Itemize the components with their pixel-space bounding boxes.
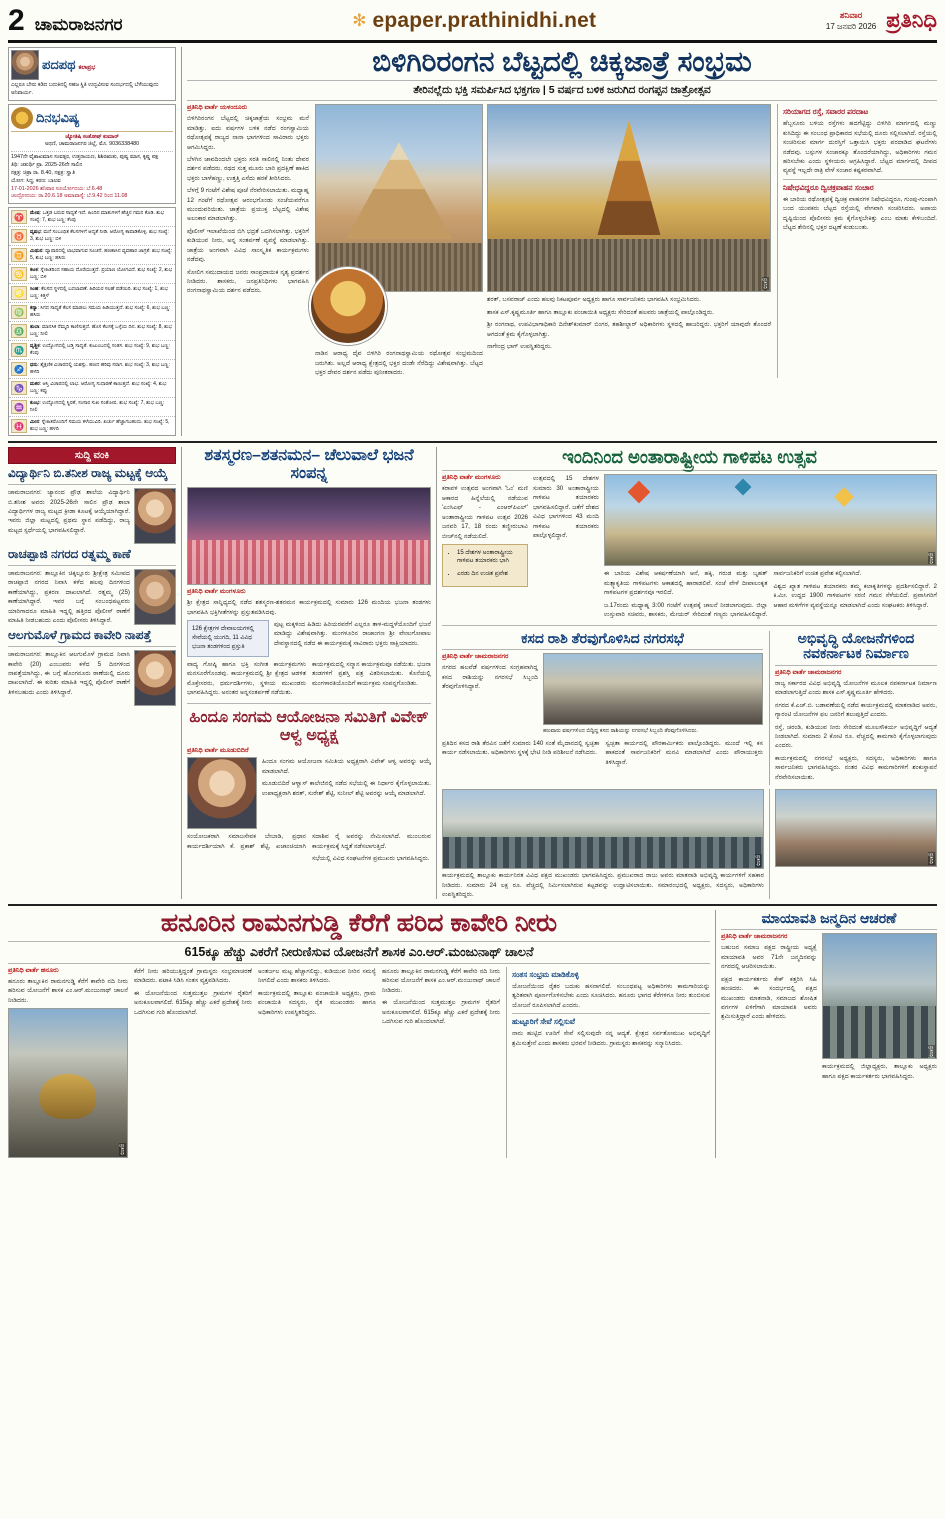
rasi-item: ♒ ಕುಂಭ: ಉದ್ಯೋಗದಲ್ಲಿ ಸ್ಥಿರತೆ, ಸಂಸಾರ ಸುಖ ಸಂತೋಷ. ಶುಭ ಸಂಖ್ಯೆ: 7, ಶುಭ ಬಣ್ಣ: ನೀಲಿ [9,398,175,417]
rasi-text: ಉದ್ಯೋಗದಲ್ಲಿ ಸ್ಥಿರತೆ, ಸಂಸಾರ ಸುಖ ಸಂತೋಷ. ಶುಭ ಸಂಖ್ಯೆ: 7, ಶುಭ ಬಣ್ಣ: ನೀಲಿ [30,400,165,414]
rasi-text: ಶೈಕ್ಷಣಿಕ ವಿಚಾರದಲ್ಲಿ ಯಶಸ್ಸು. ಹಣದ ಹರಿವು ಸರಾಗ. ಶುಭ ಸಂಖ್ಯೆ: 3, ಶುಭ ಬಣ್ಣ: ಹಳದಿ [30,362,170,376]
side-item-title: ನಿಷೇಧವಿದ್ದರೂ ದ್ವಿಚಕ್ರವಾಹನ ಸಂಚಾರ [783,182,874,192]
rasi-item: ♍ ಕನ್ಯಾ: ಸಿಗದ ಸಾಧ್ಯತೆ ಕೆಲಸ ಮಾಡಲು ಸಮಯ ಹಿಡಿಯುತ್ತದೆ. ಶುಭ ಸಂಖ್ಯೆ: 6, ಶುಭ ಬಣ್ಣ: ಹಸಿರು [9,303,175,322]
lead-photo-col [315,104,771,377]
rasi-item: ♉ ವೃಷಭ: ಮನೆ ಸಂಬಂಧಿತ ಕೆಲಸಗಳಿಗೆ ಆದ್ಯತೆ ನೀಡಿ. ಆರೋಗ್ಯ ಕಾಪಾಡಿಕೊಳ್ಳಿ. ಶುಭ ಸಂಖ್ಯೆ: 3, ಶುಭ ಬಣ್ಣ: ಬಿಳಿ [9,227,175,246]
panchanga-line: 1947ನೇ ವೈಶಾಖಮಾಸ ಸಂವತ್ಸರ, ಉತ್ತರಾಯಣ, ಶಿಶಿರಋತು, ಪುಷ್ಯ ಮಾಸ, ಕೃಷ್ಣ ಪಕ್ಷ [11,154,159,161]
lead-para: ನಾಗೇಂದ್ರ ಭಾಗ್ ಉಪಸ್ಥಿತರಿದ್ದರು. [487,342,552,350]
mayawati-para: ಕಾರ್ಯಕ್ರಮದಲ್ಲಿ ಜಿಲ್ಲಾಧ್ಯಕ್ಷರು, ತಾಲ್ಲೂಕು ಅಧ್ಯಕ್ಷರು ಹಾಗೂ ಪಕ್ಷದ ಕಾರ್ಯಕರ್ತರು ಭಾಗವಹಿಸಿದ್ದರು. [822,1063,937,1080]
rasi-text: ಸ್ನೇಹಿತರಿಂದ ಸಹಾಯ ದೊರೆಯುತ್ತದೆ. ಪ್ರಯಾಣ ಯೋಗವಿದೆ. ಶುಭ ಸಂಖ್ಯೆ: 2, ಶುಭ ಬಣ್ಣ: ಬಿಳಿ [30,267,173,281]
rasi-text: ಮನೆ ಸಂಬಂಧಿತ ಕೆಲಸಗಳಿಗೆ ಆದ್ಯತೆ ನೀಡಿ. ಆರೋಗ್ಯ ಕಾಪಾಡಿಕೊಳ್ಳಿ. ಶುಭ ಸಂಖ್ಯೆ: 3, ಶುಭ ಬಣ್ಣ: ಬಿಳಿ [30,229,169,243]
rasi-name: ಕುಂಭ [30,400,40,407]
rasi-text: ಕೆಲಸದ ಸ್ಥಳದಲ್ಲಿ ಬದಲಾವಣೆ. ಹಿರಿಯರ ಸಲಹೆ ಪಡೆಯಿರಿ. ಶುಭ ಸಂಖ್ಯೆ: 1, ಶುಭ ಬಣ್ಣ: ಕಿತ್ತಳೆ [30,286,168,300]
garbage-headline: ಕಸದ ರಾಶಿ ತೆರವುಗೊಳಿಸಿದ ನಗರಸಭೆ [521,629,684,646]
navakarnataka-para: ಕಾರ್ಯಕ್ರಮದಲ್ಲಿ ನಗರಸಭೆ ಅಧ್ಯಕ್ಷರು, ಸದಸ್ಯರು, ಅಧಿಕಾರಿಗಳು ಹಾಗೂ ಸಾರ್ವಜನಿಕರು ಭಾಗವಹಿಸಿದ್ದರು. ನಂತರ ವಿವಿಧ ಕಾಮಗಾರಿಗಳಿಗೆ ಶಂಕುಸ್ಥಾಪನೆ ನೆರವೇರಿಸಲಾಯಿತು. [775,754,937,781]
panchanga-line: ಯೋಗ: ಸಿದ್ಧ, ಕರಣ: ಬಾಲವ [11,177,61,184]
mayawati-story [715,910,937,1158]
rasi-bhavishya-list [8,207,176,436]
brief-text: ಚಾಮರಾಜನಗರ: ತಾಲ್ಲೂಕಿನ ಚಿಕ್ಕಲ್ಲೂರು ಶ್ರೀಕ್ಷೇತ್ರ ಸಮೀಪದ ರಾಚಪ್ಪಾಜಿ ನಗರದ ನಿವಾಸಿ ಕಳೆದ ಹಲವು ದಿನಗಳಿಂದ ಕಾಣೆಯಾಗಿದ್ದು, ಪ್ರಕರಣ ದಾಖಲಾಗಿದೆ. ರತ್ನಮ್ಮ (25) ಕಾಣೆಯಾಗಿದ್ದಾರೆ. ಇವರ ಬಗ್ಗೆ ಸಂಬಂಧಪಟ್ಟವರು ಯಾರಿಗಾದರೂ ಮಾಹಿತಿ ಇದ್ದಲ್ಲಿ ಹತ್ತಿರದ ಪೊಲೀಸ್ ಠಾಣೆಗೆ ಮಾಹಿತಿ ನೀಡಬಹುದು ಎಂದು ಪೊಲೀಸರು ತಿಳಿಸಿದ್ದಾರೆ. [8,569,130,624]
hindu-para: ಹಿಂದೂ ಸಂಗಮ ಆಯೋಜನಾ ಸಮಿತಿಯ ಅಧ್ಯಕ್ಷರಾಗಿ ವಿವೇಕ್ ಆಳ್ವ ಅವರನ್ನು ಆಯ್ಕೆ ಮಾಡಲಾಗಿದೆ. [262,758,431,775]
bottom-byline: ಪ್ರತಿನಿಧಿ ವಾರ್ತೆ ಹನೂರು [8,966,59,974]
lead-side-col [777,104,937,377]
star-icon: ✻ [352,11,367,30]
bottom-para: ಈ ಯೋಜನೆಯಿಂದ ಸುತ್ತಮುತ್ತಲ ಗ್ರಾಮಗಳ ರೈತರಿಗೆ ಅನುಕೂಲವಾಗಲಿದೆ. 615ಕ್ಕೂ ಹೆಚ್ಚು ಎಕರೆ ಪ್ರದೇಶಕ್ಕೆ ನೀರು ಒದಗಿಸುವ ಗುರಿ ಹೊಂದಲಾಗಿದೆ. [382,999,500,1025]
lead-col-1 [187,104,309,377]
rasi-name: ವೃಷಭ [30,229,41,236]
lead-para: ಸೋಲಿಗ ಸಮುದಾಯದ ಜನರು ಸಾಂಪ್ರದಾಯಿಕ ನೃತ್ಯ ಪ್ರದರ್ಶನ ನೀಡಿದರು. ಶಾಸಕರು, ಜನಪ್ರತಿನಿಧಿಗಳು ಭಾಗವಹಿಸಿ ರಂಗನಾಥಸ್ವಾಮಿಯ ದರ್ಶನ ಪಡೆದರು. [187,268,309,295]
aquarius-icon: ♒ [11,400,27,414]
chariot-pulling-photo [487,104,771,292]
kite-byline: ಪ್ರತಿನಿಧಿ ವಾರ್ತೆ ಮಂಗಳೂರು [442,474,501,482]
bottom-sub-items [506,967,710,1158]
aries-icon: ♈ [11,210,27,224]
photo-credit: ಪ್ರತಿನಿಧಿ [929,552,934,564]
rasi-item: ♌ ಸಿಂಹ: ಕೆಲಸದ ಸ್ಥಳದಲ್ಲಿ ಬದಲಾವಣೆ. ಹಿರಿಯರ ಸಲಹೆ ಪಡೆಯಿರಿ. ಶುಭ ಸಂಖ್ಯೆ: 1, ಶುಭ ಬಣ್ಣ: ಕಿತ್ತಳೆ [9,284,175,303]
rasi-text: ಸ್ನೇಹಿತರೊಂದಿಗೆ ಸಮಯ ಕಳೆಯುವಿರಿ. ಖರ್ಚು ಹೆಚ್ಚಾಗಬಹುದು. ಶುಭ ಸಂಖ್ಯೆ: 5, ಶುಭ ಬಣ್ಣ: ಹಳದಿ [30,419,170,433]
navakarnataka-byline: ಪ್ರತಿನಿಧಿ ವಾರ್ತೆ ಚಾಮರಾಜನಗರ [775,668,842,676]
edition-name: ಚಾಮರಾಜನಗರ [34,15,123,34]
bottom-region [8,910,937,1158]
leo-icon: ♌ [11,286,27,300]
kite-section [436,447,937,899]
navakarnataka-para: ರಸ್ತೆ, ಚರಂಡಿ, ಕುಡಿಯುವ ನೀರು ಸೇರಿದಂತೆ ಮೂಲಸೌಕರ್ಯ ಅಭಿವೃದ್ಧಿಗೆ ಆದ್ಯತೆ ನೀಡಲಾಗಿದೆ. ಸುಮಾರು 2 ಕೋಟಿ ರೂ. ವೆಚ್ಚದಲ್ಲಿ ಕಾಮಗಾರಿ ಕೈಗೊಳ್ಳಲಾಗುವುದು ಎಂದರು. [775,723,937,750]
lead-para: ಪೊಲೀಸ್ ಇಲಾಖೆಯಿಂದ ಬಿಗಿ ಭದ್ರತೆ ಒದಗಿಸಲಾಗಿತ್ತು. ಭಕ್ತರಿಗೆ ಕುಡಿಯುವ ನೀರು, ಅನ್ನ ಸಂತರ್ಪಣೆ ವ್ಯವಸ್ಥೆ ಮಾಡಲಾಗಿತ್ತು. ಜಾತ್ರೆಯ ಅಂಗವಾಗಿ ವಿವಿಧ ಸಾಂಸ್ಕೃತಿಕ ಕಾರ್ಯಕ್ರಮಗಳು ನಡೆದವು. [187,227,309,264]
birthday-celebration-photo [822,933,937,1059]
navakarnataka-story [769,631,937,786]
bhajane-para: ಪುಟ್ಟ ಮಕ್ಕಳಿಂದ ಹಿಡಿದು ಹಿರಿಯರವರೆಗೆ ಎಲ್ಲರೂ ತಾಳ-ಮದ್ದಳೆಯೊಂದಿಗೆ ಭಜನೆ ಮಾಡಿದ್ದು ವಿಶೇಷವಾಗಿತ್ತು. ಮಂಗಳೂರಿನ ರಾಜಾಂಗಣ ಶ್ರೀ ವೇಣುಗೋಪಾಲ ದೇವಸ್ಥಾನದಲ್ಲಿ ನಡೆದ ಈ ಕಾರ್ಯಕ್ರಮಕ್ಕೆ ಸಾವಿರಾರು ಭಕ್ತರು ಸಾಕ್ಷಿಯಾದರು. [274,620,431,647]
mayawati-headline: ಮಾಯಾವತಿ ಜನ್ಮದಿನ ಆಚರಣೆ [761,910,897,927]
kite-para: ಉತ್ಸವದಲ್ಲಿ 15 ದೇಶಗಳ ಸುಮಾರು 30 ಅಂತಾರಾಷ್ಟ್ರೀಯ ಗಾಳಿಪಟ ತಯಾರಕರು ಭಾಗವಹಿಸಲಿದ್ದಾರೆ. ಜತೆಗೆ ದೇಶದ ವಿವಿಧ ಭಾಗಗಳಿಂದ 43 ಮಂದಿ ಗಾಳಿಪಟ ತಯಾರಕರು ಪಾಲ್ಗೊಳ್ಳಲಿದ್ದಾರೆ. [533,475,599,539]
kite-festival-photo [604,474,937,566]
brief-item [8,629,176,706]
lead-col-5 [487,295,771,377]
columnist-photo [11,50,39,80]
garbage-story [442,631,763,786]
dinabhavishya-title: ದಿನಭವಿಷ್ಯ [36,109,80,125]
temple-chariot-photo [315,104,483,292]
kite-headline: ಇಂದಿನಿಂದ ಅಂತಾರಾಷ್ಟ್ರೀಯ ಗಾಳಿಪಟ ಉತ್ಸವ [562,447,817,468]
date-block [826,9,876,33]
lead-byline: ಪ್ರತಿನಿಧಿ ವಾರ್ತೆ ಯಳಂದೂರು [187,104,248,112]
page-number: 2 [8,4,25,37]
navakarnataka-para: ರಾಜ್ಯ ಸರ್ಕಾರದ ವಿವಿಧ ಅಭಿವೃದ್ಧಿ ಯೋಜನೆಗಳ ಮೂಲಕ ನವಕರ್ನಾಟಕ ನಿರ್ಮಾಣ ಮಾಡಲಾಗುತ್ತಿದೆ ಎಂದು ಶಾಸಕ ಎಸ್.ಕೃಷ್ಣಮೂರ್ತಿ ಹೇಳಿದರು. [775,679,937,697]
bottom-para: ಅಂತರ್ಜಲ ಮಟ್ಟ ಹೆಚ್ಚಾಗಲಿದ್ದು, ಕುಡಿಯುವ ನೀರಿನ ಸಮಸ್ಯೆ ನೀಗಲಿದೆ ಎಂದು ಶಾಸಕರು ತಿಳಿಸಿದರು. [258,967,376,985]
side-item-text: ಈ ಬಾರಿಯ ರಥೋತ್ಸವಕ್ಕೆ ದ್ವಿಚಕ್ರ ವಾಹನಗಳ ನಿಷೇಧವಿದ್ದರೂ, ಗುಂಪು-ಗುಂಪಾಗಿ ಬಂದ ಯುವಕರು ಬೆಟ್ಟದ ರಸ್ತೆಯಲ್ಲಿ ವೇಗವಾಗಿ ಸಂಚರಿಸಿದರು. ಅಪಾಯ ದೃಷ್ಟಿಯಿಂದ ಪೊಲೀಸರು ಕ್ರಮ ಕೈಗೊಳ್ಳಬೇಕಿತ್ತು ಎಂಬ ಮಾತು ಕೇಳಿಬಂದಿದೆ. ಬೆಟ್ಟದ ತೇರಿನಲ್ಲಿ ಭಕ್ತರ ದಟ್ಟಣೆ ಕಂಡುಬಂತು. [783,195,937,232]
bhajane-stage-photo [187,487,431,585]
two-story-row [442,631,937,786]
navakarnataka-para: ನಗರದ ಕೆ.ಎಚ್.ಬಿ. ಬಡಾವಣೆಯಲ್ಲಿ ನಡೆದ ಕಾರ್ಯಕ್ರಮದಲ್ಲಿ ಮಾತನಾಡಿದ ಅವರು, ಗ್ಯಾರಂಟಿ ಯೋಜನೆಗಳ ಫಲ ಜನರಿಗೆ ತಲುಪುತ್ತಿದೆ ಎಂದರು. [775,701,937,719]
publication-logo: ಪ್ರತಿನಿಧಿ [886,9,937,32]
brief-title: ವಿದ್ಯಾರ್ಥಿನಿ ಬಿ.ತನೀಶ ರಾಜ್ಯ ಮಟ್ಟಕ್ಕೆ ಆಯ್ಕೆ [8,466,168,481]
rasi-text: ಆಸ್ತಿ ವಿಚಾರದಲ್ಲಿ ಲಾಭ. ಆರೋಗ್ಯ ಸುಧಾರಣೆ ಕಾಣುತ್ತದೆ. ಶುಭ ಸಂಖ್ಯೆ: 4, ಶುಭ ಬಣ್ಣ: ಕಪ್ಪು [30,381,167,395]
padapatha-text: ಎಲ್ಲರೂ ಬೇರು ಕಡಿದ ಬದುಕಿನಲ್ಲಿ ಸಹಜ ಸ್ಥಿತಿ ಉದ್ಭವಿಸುವ ಸಂದರ್ಭದಲ್ಲಿ ಬೆಳೆಯುವುದು ಅನಿವಾರ್ಯ. [11,82,159,96]
rasi-text: ಒತ್ತಡ ಬರುವ ಸಾಧ್ಯತೆ ಇದೆ. ಹಿಂದಿನ ಮಾತುಗಳಿಗೆ ಹೆಚ್ಚಿನ ಗಮನ ಕೊಡಿ. ಶುಭ ಸಂಖ್ಯೆ: 7, ಶುಭ ಬಣ್ಣ: ಕೆಂಪು [30,210,165,224]
garbage-photo-caption: ಹಲವಾರು ವರ್ಷಗಳಿಂದ ಬಿದ್ದಿದ್ದ ಕಸದ ರಾಶಿಯನ್ನು ನಗರಸಭೆ ಸಿಬ್ಬಂದಿ ತೆರವುಗೊಳಿಸಿದರು. [543,728,698,735]
kite-bullet: • 15 ದೇಶಗಳ ಅಂತಾರಾಷ್ಟ್ರೀಯ ಗಾಳಿಪಟ ತಯಾರಕರು ಭಾಗಿ [457,549,523,566]
rasi-name: ಮೇಷ [30,210,40,217]
sagittarius-icon: ♐ [11,362,27,376]
hindu-para: ಸಭೆಯಲ್ಲಿ ವಿವಿಧ ಸಂಘಟನೆಗಳ ಪ್ರಮುಖರು ಭಾಗವಹಿಸಿದ್ದರು. [312,855,430,863]
middle-region [8,447,937,899]
rasi-name: ಮಿಥುನ [30,248,43,255]
group-photo-caption: ಕಾರ್ಯಕ್ರಮದಲ್ಲಿ ತಾಲ್ಲೂಕು ಕಾರ್ಯನಿರತ ವಿವಿಧ ಪಕ್ಷದ ಮುಖಂಡರು ಭಾಗವಹಿಸಿದ್ದರು. ಪ್ರಮುಖರಾದ ರಾಜು ಅವರು ಮಾತನಾಡಿ ಅಭಿವೃದ್ಧಿ ಕಾರ್ಯಗಳಿಗೆ ಸಹಕಾರ ನೀಡಿದರು. ಸುಮಾರು 24 ಲಕ್ಷ ರೂ. ವೆಚ್ಚದಲ್ಲಿ ನಿರ್ಮಿಸಲಾಗಿರುವ ಕಟ್ಟಡವನ್ನು ಉದ್ಘಾಟಿಸಲಾಯಿತು. ಸಮಾರಂಭದಲ್ಲಿ ಅಧ್ಯಕ್ಷರು, ಸದಸ್ಯರು, ಅಧಿಕಾರಿಗಳು ಉಪಸ್ಥಿತರಿದ್ದರು. [442,872,764,898]
pisces-icon: ♓ [11,419,27,433]
rasi-name: ಧನು [30,362,38,369]
bhajane-para: ಕಾರ್ಯಕ್ರಮದಲ್ಲಿ ಸನ್ಮಾನ ಕಾರ್ಯಕ್ರಮವೂ ನಡೆಯಿತು. ಭಜನಾ ತಂಡಗಳಿಗೆ ಪ್ರಶಸ್ತಿ ಪತ್ರ ವಿತರಿಸಲಾಯಿತು. ಕೊನೆಯಲ್ಲಿ ಮಂಗಳಾರತಿಯೊಂದಿಗೆ ಕಾರ್ಯಕ್ರಮ ಸಂಪನ್ನಗೊಂಡಿತು. [312,660,431,687]
bottom-sub-title: ಸಂತಸ ಸಂಭ್ರಮ ಮಾಡಿಕೊಳ್ಳಿ [512,969,579,979]
mayawati-para: ಬಹುಜನ ಸಮಾಜ ಪಕ್ಷದ ರಾಷ್ಟ್ರೀಯ ಅಧ್ಯಕ್ಷೆ ಮಾಯಾವತಿ ಅವರ 71ನೇ ಜನ್ಮದಿನವನ್ನು ನಗರದಲ್ಲಿ ಆಚರಿಸಲಾಯಿತು. [721,944,817,971]
lead-para: ಶರತ್, ಬಸವರಾಜ್ ಎಂದು ಹಲವು ನಿಕಟಪೂರ್ವ ಅಧ್ಯಕ್ಷರು ಹಾಗೂ ಸಾರ್ವಜನಿಕರು ಭಾಗವಹಿಸಿ ಸಂಭ್ರಮಿಸಿದರು. [487,296,701,304]
rasi-name: ಮಕರ [30,381,40,388]
libra-icon: ♎ [11,324,27,338]
lead-photo-caption: ನಾಡಿನ ಆರಾಧ್ಯ ದೈವ ಬಿಳಿಗಿರಿ ರಂಗನಾಥಸ್ವಾಮಿಯ ರಥೋತ್ಸವ ಸಂಭ್ರಮದಿಂದ ಜರುಗಿತು. ಅಲ್ಲದೆ ಆರಾಧ್ಯ ಕ್ಷೇತ್ರದಲ್ಲಿ ಭಕ್ತರ ದಂಡೇ ನೆರೆದಿದ್ದು ವಿಶೇಷವಾಗಿತ್ತು. ಬೆಟ್ಟದ ಭಕ್ತರ ದೇವರ ದರ್ಶನ ಪಡೆದು ಪುನೀತರಾದರು. [315,350,483,377]
sun-icon [11,107,33,129]
dinabhavishya-box [8,104,176,205]
photo-credit: ಪ್ರತಿನಿಧಿ [929,1045,934,1057]
cancer-icon: ♋ [11,267,27,281]
hindu-sangama-byline: ಪ್ರತಿನಿಧಿ ವಾರ್ತೆ ಮೂಡುಬಿದಿರೆ [187,747,249,755]
mayawati-byline: ಪ್ರತಿನಿಧಿ ವಾರ್ತೆ ಚಾಮರಾಜನಗರ [721,933,788,941]
panchanga-line: ತಿಥಿ: ಚತುರ್ಥಿ ಪ್ರಾ. 2025-26ನೇ ಸಾಲಿನ [11,162,83,169]
photo-credit: ಪ್ರತಿನಿಧಿ [763,278,768,290]
lead-para: ಬೆಳಗ್ಗೆ 9 ಗಂಟೆಗೆ ವಿಶೇಷ ಪೂಜೆ ನೆರವೇರಿಸಲಾಯಿತು. ಮಧ್ಯಾಹ್ನ 12 ಗಂಟೆಗೆ ರಥೋತ್ಸವ ಆರಂಭಗೊಂಡು ಸಂಜೆಯವರೆಗೂ ಮುಂದುವರಿಯಿತು. ಜಾತ್ರೆಯ ಪ್ರಯುಕ್ತ ಬೆಟ್ಟದಲ್ಲಿ ವಿಶೇಷ ಅಲಂಕಾರ ಮಾಡಲಾಗಿತ್ತು. [187,187,309,223]
vivek-alva-portrait [187,757,257,829]
lake-water-photo [8,1008,128,1158]
rasi-name: ತುಲಾ [30,324,40,331]
bhajane-section [181,447,431,899]
panchanga-line: ನಕ್ಷತ್ರ: ಚಿತ್ರಾ ರಾ. 8.40, ನಕ್ಷತ್ರ: ಸ್ವಾತಿ [11,169,75,176]
brief-item [8,548,176,625]
bottom-para: ಈ ಯೋಜನೆಯಿಂದ ಸುತ್ತಮುತ್ತಲ ಗ್ರಾಮಗಳ ರೈತರಿಗೆ ಅನುಕೂಲವಾಗಲಿದೆ. 615ಕ್ಕೂ ಹೆಚ್ಚು ಎಕರೆ ಪ್ರದೇಶಕ್ಕೆ ನೀರು ಒದಗಿಸುವ ಗುರಿ ಹೊಂದಲಾಗಿದೆ. [134,989,252,1016]
bottom-sub-text: ನಾನು ಹುಟ್ಟಿದ ಊರಿಗೆ ಸೇವೆ ಸಲ್ಲಿಸುವುದೇ ನನ್ನ ಆದ್ಯತೆ. ಕ್ಷೇತ್ರದ ಸರ್ವತೋಮುಖ ಅಭಿವೃದ್ಧಿಗೆ ಶ್ರಮಿಸುತ್ತೇನೆ ಎಂದು ಶಾಸಕರು ಭರವಸೆ ನೀಡಿದರು. ಗ್ರಾಮಸ್ಥರು ಶಾಸಕರನ್ನು ಸನ್ಮಾನಿಸಿದರು. [512,1030,710,1047]
side-item-text: ಹೆಬ್ಬಸೂರು ಬಳಿಯ ರಸ್ತೆಗಳು ಹದಗೆಟ್ಟಿದ್ದು ಬಿಳಿಗಿರಿ ಮಾರ್ಗದಲ್ಲಿ ಮಣ್ಣು ಕುಸಿದಿದ್ದು ಈ ಸಂಬಂಧ ಪ್ರಾಧಿಕಾರದ ಸಭೆಯಲ್ಲಿ ದೂರು ಸಲ್ಲಿಸಲಾಗಿದೆ. ರಸ್ತೆಯಲ್ಲಿ ಸಂಚರಿಸುವ ಮಾರ್ಗ ದುರಸ್ತಿಗೆ ಒತ್ತಾಯಿಸಿ ಭಕ್ತರು ಪರದಾಡಿದ ಘಟನೆಗಳು ನಡೆದವು. ಬಸ್ಸುಗಳ ಸಂಚಾರಕ್ಕೂ ತೊಂದರೆಯಾಗಿದ್ದು, ಅಧಿಕಾರಿಗಳು ಗಮನ ಹರಿಸಬೇಕು ಎಂದು ಸ್ಥಳೀಯರು ಆಗ್ರಹಿಸಿದ್ದಾರೆ. ಬೆಟ್ಟದ ಮಾರ್ಗದಲ್ಲಿ ದೀಪದ ವ್ಯವಸ್ಥೆ ಇಲ್ಲದೇ ರಾತ್ರಿ ವೇಳೆ ಸಂಚಾರ ಕಷ್ಟಕರವಾಗಿದೆ. [783,120,937,175]
lead-para: ಶ್ರೀ ರಂಗನಾಥ, ಉಪವಿಭಾಗಾಧಿಕಾರಿ ದಿನೇಶ್‌ಕುಮಾರ್ ಬಿಂಗರ, ತಹಶೀಲ್ದಾರ್ ಅಧಿಕಾರಿಗಳು ಸ್ಥಳದಲ್ಲಿ ಹಾಜರಿದ್ದರು. ಭಕ್ತರಿಗೆ ಯಾವುದೇ ತೊಂದರೆ ಆಗದಂತೆ ಕ್ರಮ ಕೈಗೊಳ್ಳಲಾಗಿತ್ತು. [487,321,771,338]
garbage-byline: ಪ್ರತಿನಿಧಿ ವಾರ್ತೆ ಚಾಮರಾಜನಗರ [442,653,509,661]
brief-item [8,467,176,544]
bottom-subhead: 615ಕ್ಕೂ ಹೆಚ್ಚು ಎಕರೆಗೆ ನೀರುಣಿಸುವ ಯೋಜನೆಗೆ ಶಾಸಕ ಎಂ.ಆರ್.ಮಂಜುನಾಥ್ ಚಾಲನೆ [184,944,534,959]
hindu-para: ಮೂಡುಬಿದಿರೆ ಆಳ್ವಾಸ್ ಕಾಲೇಜಿನಲ್ಲಿ ನಡೆದ ಸಭೆಯಲ್ಲಿ ಈ ನಿರ್ಧಾರ ಕೈಗೊಳ್ಳಲಾಯಿತು. ಉಪಾಧ್ಯಕ್ಷರಾಗಿ ಶರತ್, ಸುರೇಶ್ ಶೆಟ್ಟಿ, ಸುನೀಲ್ ಶೆಟ್ಟಿ ಅವರನ್ನು ಆಯ್ಕೆ ಮಾಡಲಾಗಿದೆ. [262,780,431,797]
rasi-item: ♑ ಮಕರ: ಆಸ್ತಿ ವಿಚಾರದಲ್ಲಿ ಲಾಭ. ಆರೋಗ್ಯ ಸುಧಾರಣೆ ಕಾಣುತ್ತದೆ. ಶುಭ ಸಂಖ್ಯೆ: 4, ಶುಭ ಬಣ್ಣ: ಕಪ್ಪು [9,379,175,398]
hindu-para: ಸಂಯೋಜಕರಾಗಿ ಸಮಾಜಸೇವಕ ಬೇಬಾಡಿ, ಪ್ರಧಾನ ಕಾರ್ಯದರ್ಶಿಯಾಗಿ ಕೆ. ಪ್ರಕಾಶ್ ಶೆಟ್ಟಿ, ಖಜಾಂಚಿಯಾಗಿ ಸದಾಶಿವ ರೈ ಅವರನ್ನು ನೇಮಿಸಲಾಗಿದೆ. ಮುಂಬರುವ ಕಾರ್ಯಕ್ರಮಕ್ಕೆ ಸಿದ್ಧತೆ ನಡೆಸಲಾಗುತ್ತಿದೆ. [187,833,431,850]
bottom-para: ಕಾರ್ಯಕ್ರಮದಲ್ಲಿ ತಾಲ್ಲೂಕು ಪಂಚಾಯಿತಿ ಅಧ್ಯಕ್ಷರು, ಗ್ರಾಮ ಪಂಚಾಯಿತಿ ಸದಸ್ಯರು, ರೈತ ಮುಖಂಡರು ಹಾಗೂ ಅಧಿಕಾರಿಗಳು ಉಪಸ್ಥಿತರಿದ್ದರು. [258,989,376,1016]
garbage-cleared-photo [543,653,763,725]
rasi-item: ♊ ಮಿಥುನ: ವ್ಯಾಪಾರದಲ್ಲಿ ಲಾಭವಾಗುವ ಸೂಚನೆ. ಹಣಕಾಸಿನ ವ್ಯವಹಾರ ಜಾಗ್ರತೆ. ಶುಭ ಸಂಖ್ಯೆ: 5, ಶುಭ ಬಣ್ಣ: ಹಸಿರು [9,246,175,265]
masthead-left [8,6,123,36]
group-photo-row [442,789,937,899]
rasi-name: ಸಿಂಹ [30,286,39,293]
padapatha-tag: ಕಲಾಪ್ರಭ [78,65,96,71]
kite-para: ಈ ಬಾರಿಯ ವಿಶೇಷ ಆಕರ್ಷಣೆಯಾಗಿ ಆನೆ, ಹಕ್ಕಿ, ಗರುಡ ಮತ್ತು ಬೃಹತ್ ಮತ್ಸ್ಯಾಕೃತಿಯ ಗಾಳಿಪಟಗಳು ಆಕಾಶದಲ್ಲಿ ಹಾರಾಡಲಿವೆ. ಸಂಜೆ ವೇಳೆ ದೀಪಾಲಂಕೃತ ಗಾಳಿಪಟಗಳ ಪ್ರದರ್ಶನವೂ ಇರಲಿದೆ. [604,570,768,597]
rasi-name: ವೃಶ್ಚಿಕ [30,343,40,350]
mayawati-para: ಪಕ್ಷದ ಕಾರ್ಯಕರ್ತರು ಕೇಕ್ ಕತ್ತರಿಸಿ ಸಿಹಿ ಹಂಚಿದರು. ಈ ಸಂದರ್ಭದಲ್ಲಿ ಪಕ್ಷದ ಮುಖಂಡರು ಮಾತನಾಡಿ, ಸಮಾಜದ ಶೋಷಿತ ವರ್ಗಗಳ ಏಳಿಗೆಗಾಗಿ ಮಾಯಾವತಿ ಅವರು ಶ್ರಮಿಸುತ್ತಿದ್ದಾರೆ ಎಂದು ಹೇಳಿದರು. [721,975,817,1021]
rasi-name: ಮೀನ [30,419,40,426]
rasi-text: ವ್ಯಾಪಾರದಲ್ಲಿ ಲಾಭವಾಗುವ ಸೂಚನೆ. ಹಣಕಾಸಿನ ವ್ಯವಹಾರ ಜಾಗ್ರತೆ. ಶುಭ ಸಂಖ್ಯೆ: 5, ಶುಭ ಬಣ್ಣ: ಹಸಿರು [30,248,172,262]
kite-para: ಜ.17ರಂದು ಮಧ್ಯಾಹ್ನ 3:00 ಗಂಟೆಗೆ ಉತ್ಸವಕ್ಕೆ ಚಾಲನೆ ನೀಡಲಾಗುವುದು. ಜಿಲ್ಲಾ ಉಸ್ತುವಾರಿ ಸಚಿವರು, ಶಾಸಕರು, ಮೇಯರ್ ಸೇರಿದಂತೆ ಗಣ್ಯರು ಭಾಗವಹಿಸಲಿದ್ದಾರೆ. ಸಾರ್ವಜನಿಕರಿಗೆ ಉಚಿತ ಪ್ರವೇಶ ಕಲ್ಪಿಸಲಾಗಿದೆ. [604,570,862,619]
astrologer-name: ಜ್ಯೋತಿಷಿ ಸಂತೋಷ್ ಕುಮಾರ್ [65,133,119,140]
taurus-icon: ♉ [11,229,27,243]
photo-credit: ಪ್ರತಿನಿಧಿ [929,853,934,865]
bottom-headline: ಹನೂರಿನ ರಾಮನಗುಡ್ಡಿ ಕೆರೆಗೆ ಹರಿದ ಕಾವೇರಿ ನೀರು [160,909,558,938]
hindu-sangama-story [187,709,431,864]
side-item-title: ಸರಿಯಾಗದ ರಸ್ತೆ, ಸವಾರರ ಪರದಾಟ [783,107,869,117]
rasi-item: ♈ ಮೇಷ: ಒತ್ತಡ ಬರುವ ಸಾಧ್ಯತೆ ಇದೆ. ಹಿಂದಿನ ಮಾತುಗಳಿಗೆ ಹೆಚ್ಚಿನ ಗಮನ ಕೊಡಿ. ಶುಭ ಸಂಖ್ಯೆ: 7, ಶುಭ ಬಣ್ಣ: ಕೆಂಪು [9,208,175,227]
brief-text: ಚಾಮರಾಜನಗರ: ತಾಲ್ಲೂಕಿನ ಆಲಗುಮೊಳೆ ಗ್ರಾಮದ ನಿವಾಸಿ ಕಾವೇರಿ (20) ಎಂಬುವರು ಕಳೆದ 5 ದಿನಗಳಿಂದ ನಾಪತ್ತೆಯಾಗಿದ್ದು, ಈ ಬಗ್ಗೆ ಹೊಂಗನೂರು ಠಾಣೆಯಲ್ಲಿ ದೂರು ದಾಖಲಾಗಿದೆ. ಈ ಕುರಿತು ಮಾಹಿತಿ ಇದ್ದಲ್ಲಿ ಪೊಲೀಸ್ ಠಾಣೆಗೆ ತಿಳಿಸಬಹುದು ಎಂದು ತಿಳಿಸಿದ್ದಾರೆ. [8,651,130,696]
lake-story [8,910,710,1158]
inauguration-ribbon-photo [775,789,937,867]
rasi-item: ♏ ವೃಶ್ಚಿಕ: ಉದ್ಯೋಗದಲ್ಲಿ ಬಡ್ತಿ ಸಾಧ್ಯತೆ. ಕುಟುಂಬದಲ್ಲಿ ಸಂತಸ. ಶುಭ ಸಂಖ್ಯೆ: 9, ಶುಭ ಬಣ್ಣ: ಕೆಂಪು [9,341,175,360]
kite-bullet: • ಎರಡು ದಿನ ಉಚಿತ ಪ್ರವೇಶ [457,570,523,578]
epaper-url[interactable]: epaper.prathinidhi.net [372,9,597,32]
masthead-right [826,9,937,33]
suddi-vankhi-section [8,447,176,899]
leaders-group-photo [442,789,764,869]
photo-credit: ಪ್ರತಿನಿಧಿ [756,855,761,867]
photo-credit: ಪ್ರತಿನಿಧಿ [120,1144,125,1156]
rasi-name: ಕನ್ಯಾ [30,305,38,312]
brief-title: ಆಲಗುಮೊಳೆ ಗ್ರಾಮದ ಕಾವೇರಿ ನಾಪತ್ತೆ [8,628,152,643]
capricorn-icon: ♑ [11,381,27,395]
bhajane-highlight: 126 ಕ್ಷೇತ್ರಗಳ ದೇವಾಲಯಗಳಲ್ಲಿ ಸೇವೆಯಲ್ಲಿ ಯುಗದಿ, 11 ವಿವಿಧ ಭಜನಾ ತಂಡಗಳಿಂದ ಪ್ರಸ್ತುತಿ [187,620,269,657]
bhajane-lead: ಶ್ರೀ ಕ್ಷೇತ್ರದ ಸಾನ್ನಿಧ್ಯದಲ್ಲಿ ನಡೆದ ಶತಸ್ಮರಣ-ಶತನಮನ ಕಾರ್ಯಕ್ರಮದಲ್ಲಿ ಸುಮಾರು 126 ಮಂದಿಯ ಭಜನಾ ತಂಡಗಳು ಭಾಗವಹಿಸಿ ಭಕ್ತಿಗೀತೆಗಳನ್ನು ಪ್ರಸ್ತುತಪಡಿಸಿದವು. [187,599,431,616]
bhajane-headline: ಶತಸ್ಮರಣ–ಶತನಮನ– ಚೆಲುವಾಲೆ ಭಜನೆ ಸಂಪನ್ನ [204,447,414,483]
rasi-item: ♋ ಕಟಕ: ಸ್ನೇಹಿತರಿಂದ ಸಹಾಯ ದೊರೆಯುತ್ತದೆ. ಪ್ರಯಾಣ ಯೋಗವಿದೆ. ಶುಭ ಸಂಖ್ಯೆ: 2, ಶುಭ ಬಣ್ಣ: ಬಿಳಿ [9,265,175,284]
bhajane-para: ವಾದ್ಯ ಗೋಷ್ಠಿ ಹಾಗೂ ಭಕ್ತಿ ಸಂಗೀತ ಕಾರ್ಯಕ್ರಮಗಳು ಮನಸೂರೆಗೊಂಡವು. ಕಾರ್ಯಕ್ರಮದಲ್ಲಿ ಶ್ರೀ ಕ್ಷೇತ್ರದ ಆಡಳಿತ ಮೊಕ್ತೇಸರರು, ಧರ್ಮದರ್ಶಿಗಳು, ಸ್ಥಳೀಯ ಮುಖಂಡರು ಭಾಗವಹಿಸಿದ್ದರು. ಅನಂತರ ಅನ್ನಸಂತರ್ಪಣೆ ನಡೆಯಿತು. [187,660,306,697]
lead-columns [187,104,937,377]
kite-intro: ಕರಾವಳಿ ಉತ್ಸವದ ಅಂಗವಾಗಿ 'ಓಂ' ಮಣಿ ಆಕಾರದ ಹಿನ್ನೆಲೆಯಲ್ಲಿ ನಡೆಯುವ 'ಎಂಸಿಎಫ್ - ಎಂಆರ್‌ಪಿಎಲ್' ಅಂತಾರಾಷ್ಟ್ರೀಯ ಗಾಳಿಪಟ ಉತ್ಸವ 2026 ಜನವರಿ 17, 18 ರಂದು ತಣ್ಣೀರುಬಾವಿ ಬೀಚ್‌ನಲ್ಲಿ ನಡೆಯಲಿದೆ. [442,485,528,540]
virgo-icon: ♍ [11,305,27,319]
bottom-sub-text: ಯೋಜನೆಯಿಂದ ರೈತರ ಬದುಕು ಹಸನಾಗಲಿದೆ. ಸಂಬಂಧಪಟ್ಟ ಅಧಿಕಾರಿಗಳು ಕಾಮಗಾರಿಯನ್ನು ತ್ವರಿತವಾಗಿ ಪೂರ್ಣಗೊಳಿಸಬೇಕು ಎಂದು ಸೂಚಿಸಿದರು. ಹನೂರು ಭಾಗದ ಕೆರೆಗಳಿಗೂ ನೀರು ತುಂಬಿಸುವ ಯೋಜನೆ ರೂಪಿಸಲಾಗಿದೆ ಎಂದರು. [512,982,710,1009]
top-region [8,47,937,436]
masthead-center [352,9,596,33]
rasi-text: ಸಿಗದ ಸಾಧ್ಯತೆ ಕೆಲಸ ಮಾಡಲು ಸಮಯ ಹಿಡಿಯುತ್ತದೆ. ಶುಭ ಸಂಖ್ಯೆ: 6, ಶುಭ ಬಣ್ಣ: ಹಸಿರು [30,305,171,319]
kite-para: ವಿಶ್ವದ ಖ್ಯಾತ ಗಾಳಿಪಟ ತಯಾರಕರು ತಮ್ಮ ಕಲಾಕೃತಿಗಳನ್ನು ಪ್ರದರ್ಶಿಸಲಿದ್ದಾರೆ. 2 ಕಿ.ಮೀ. ಉದ್ದದ 1900 ಗಾಳಿಪಟಗಳ ಸರಣಿ ಗಮನ ಸೆಳೆಯಲಿದೆ. ಪ್ರವಾಸಿಗರಿಗೆ ಆಹಾರ ಮಳಿಗೆಗಳ ವ್ಯವಸ್ಥೆಯನ್ನೂ ಮಾಡಲಾಗಿದೆ ಎಂದು ಸಂಘಟಕರು ತಿಳಿಸಿದ್ದಾರೆ. [773,582,937,609]
rasi-text: ಉದ್ಯೋಗದಲ್ಲಿ ಬಡ್ತಿ ಸಾಧ್ಯತೆ. ಕುಟುಂಬದಲ್ಲಿ ಸಂತಸ. ಶುಭ ಸಂಖ್ಯೆ: 9, ಶುಭ ಬಣ್ಣ: ಕೆಂಪು [30,343,170,357]
student-photo [134,488,176,544]
rasi-text: ಮಾನಸಿಕ ನೆಮ್ಮದಿ ಕಾಣಿಸುತ್ತದೆ. ಹೊಸ ಕೆಲಸಕ್ಕೆ ಒಳ್ಳೆಯ ದಿನ. ಶುಭ ಸಂಖ್ಯೆ: 8, ಶುಭ ಬಣ್ಣ: ನೀಲಿ [30,324,172,338]
lead-story [181,47,937,436]
missing-woman-photo [134,569,176,625]
suddi-vankhi-heading: ಸುದ್ದಿ ವಂಕಿ [8,447,176,464]
gemini-icon: ♊ [11,248,27,262]
bottom-para: ಹನೂರು ತಾಲ್ಲೂಕಿನ ರಾಮನಗುಡ್ಡಿ ಕೆರೆಗೆ ಕಾವೇರಿ ನದಿ ನೀರು ಹರಿಸುವ ಯೋಜನೆಗೆ ಶಾಸಕ ಎಂ.ಆರ್.ಮಂಜುನಾಥ್ ಚಾಲನೆ ನೀಡಿದರು. [8,977,128,1004]
scorpio-icon: ♏ [11,343,27,357]
panchanga-line: 17-01-2026 ಶನಿವಾರ ಸೂರ್ಯೋದಯ: ಬೆ.6.48 [11,185,103,192]
weekday: ಶನಿವಾರ [839,10,863,21]
rasi-item: ♎ ತುಲಾ: ಮಾನಸಿಕ ನೆಮ್ಮದಿ ಕಾಣಿಸುತ್ತದೆ. ಹೊಸ ಕೆಲಸಕ್ಕೆ ಒಳ್ಳೆಯ ದಿನ. ಶುಭ ಸಂಖ್ಯೆ: 8, ಶುಭ ಬಣ್ಣ: ನೀಲಿ [9,322,175,341]
bottom-sub-title: ಹುಟ್ಟೂರಿಗೆ ಸೇವೆ ಸಲ್ಲಿಸುವೆ [512,1017,575,1027]
date: 17 ಜನವರಿ 2026 [825,22,877,32]
padapatha-title: ಪದಪಥ [42,57,76,72]
rasi-name: ಕಟಕ [30,267,38,274]
rasi-item: ♐ ಧನು: ಶೈಕ್ಷಣಿಕ ವಿಚಾರದಲ್ಲಿ ಯಶಸ್ಸು. ಹಣದ ಹರಿವು ಸರಾಗ. ಶುಭ ಸಂಖ್ಯೆ: 3, ಶುಭ ಬಣ್ಣ: ಹಳದಿ [9,360,175,379]
lead-subhead: ತೇರಿನಲ್ಲೆದು ಭಕ್ತಿ ಸಮರ್ಪಿಸಿದ ಭಕ್ತಗಣ | 5 ವರ್ಷದ ಬಳಿಕ ಜರುಗಿದ ರಂಗಪ್ಪನ ಜಾತ್ರೋತ್ಸವ [413,84,711,97]
bottom-para: ಕೆರೆಗೆ ನೀರು ಹರಿಯುತ್ತಿದ್ದಂತೆ ಗ್ರಾಮಸ್ಥರು ಸಂಭ್ರಮಾಚರಣೆ ಮಾಡಿದರು. ಪಟಾಕಿ ಸಿಡಿಸಿ ಸಂತಸ ವ್ಯಕ್ತಪಡಿಸಿದರು. [134,967,252,985]
panchanga-line: ಚಂದ್ರೋದಯ: ರಾ.20.6.18 ಅಮಾವಾಸ್ಯೆ: ಬೆ.9.42 ರಿಂದ 11.08 [11,193,128,200]
padapatha-box [8,47,176,101]
brief-text: ಚಾಮರಾಜನಗರ: ಜ್ಯಾನಂದ ಪ್ರೌಢ ಶಾಲೆಯ ವಿದ್ಯಾರ್ಥಿನಿ ಬಿ.ತನೀಶ ಅವರು 2025-26ನೇ ಸಾಲಿನ ಪ್ರೌಢ ಶಾಲಾ ವಿದ್ಯಾರ್ಥಿಗಳ ರಾಜ್ಯ ಮಟ್ಟದ ಕ್ರೀಡಾ ಕೂಟಕ್ಕೆ ಆಯ್ಕೆಯಾಗಿದ್ದಾರೆ. ಇವರು ಜಿಲ್ಲಾ ಮಟ್ಟದಲ್ಲಿ ಪ್ರಥಮ ಸ್ಥಾನ ಪಡೆದಿದ್ದು, ರಾಜ್ಯ ಮಟ್ಟದ ಸ್ಪರ್ಧೆಯಲ್ಲಿ ಭಾಗವಹಿಸಲಿದ್ದಾರೆ. [8,489,130,534]
masthead [8,6,937,43]
navakarnataka-headline: ಅಭಿವೃದ್ಧಿ ಯೋಜನೆಗಳಿಂದ ನವಕರ್ನಾಟಕ ನಿರ್ಮಾಣ [797,629,915,662]
lead-headline: ಬಿಳಿಗಿರಿರಂಗನ ಬೆಟ್ಟದಲ್ಲಿ ಚಿಕ್ಕಜಾತ್ರೆ ಸಂಭ್ರಮ [372,46,752,77]
lead-para: ಶಾಸಕ ಎಸ್.ಕೃಷ್ಣಮೂರ್ತಿ ಹಾಗೂ ತಾಲ್ಲೂಕು ಪಂಚಾಯಿತಿ ಅಧ್ಯಕ್ಷರು ಸೇರಿದಂತೆ ಹಲವರು ಜಾತ್ರೆಯಲ್ಲಿ ಪಾಲ್ಗೊಂಡಿದ್ದರು. [487,308,714,316]
sidebar [8,47,176,436]
bottom-para: ಹನೂರು ತಾಲ್ಲೂಕಿನ ರಾಮನಗುಡ್ಡಿ ಕೆರೆಗೆ ಕಾವೇರಿ ನದಿ ನೀರು ಹರಿಸುವ ಯೋಜನೆಗೆ ಶಾಸಕ ಎಂ.ಆರ್.ಮಂಜುನಾಥ್ ಚಾಲನೆ ನೀಡಿದರು. [382,967,500,994]
garbage-para: ಪ್ರತಿದಿನ ಕಸದ ರಾಶಿ ತೆರವಿನ ಜತೆಗೆ ಸುಮಾರು 140 ಸಂತೆ ಮೈದಾನದಲ್ಲಿ ಸ್ವಚ್ಛತಾ ಕಾರ್ಯ ನಡೆಸಲಾಯಿತು. ಅಧಿಕಾರಿಗಳು ಸ್ಥಳಕ್ಕೆ ಭೇಟಿ ನೀಡಿ ಪರಿಶೀಲನೆ ನಡೆಸಿದರು. [442,739,600,757]
astrologer-address: ಅಥಣಿ, ಚಾಮರಾಜನಗರ ಜಿಲ್ಲೆ, ಮೊ. 9036338480 [44,141,140,148]
deity-procession-photo [309,267,387,345]
garbage-para: ಸ್ವಚ್ಛತಾ ಕಾರ್ಯದಲ್ಲಿ ಪೌರಕಾರ್ಮಿಕರು ಪಾಲ್ಗೊಂಡಿದ್ದರು. ಮುಂದೆ ಇಲ್ಲಿ ಕಸ ಹಾಕದಂತೆ ಸಾರ್ವಜನಿಕರಿಗೆ ಮನವಿ ಮಾಡಲಾಗಿದೆ ಎಂದು ಪೌರಾಯುಕ್ತರು ತಿಳಿಸಿದ್ದಾರೆ. [605,739,763,766]
garbage-para: ನಗರದ ಹಲವೆಡೆ ವರ್ಷಗಳಿಂದ ಸಂಗ್ರಹವಾಗಿದ್ದ ಕಸದ ರಾಶಿಯನ್ನು ನಗರಸಭೆ ಸಿಬ್ಬಂದಿ ತೆರವುಗೊಳಿಸಿದ್ದಾರೆ. [442,664,538,691]
lead-para: ಬೆಳಗಿನ ಜಾವದಿಂದಲೇ ಭಕ್ತರು ಸರತಿ ಸಾಲಿನಲ್ಲಿ ನಿಂತು ದೇವರ ದರ್ಶನ ಪಡೆದರು. ರಥದ ಸುತ್ತ ಮೂರು ಬಾರಿ ಪ್ರದಕ್ಷಿಣೆ ಹಾಕಿದ ಭಕ್ತರು ಬಾಳೆಹಣ್ಣು, ಉತ್ತತ್ತಿ ಎಸೆದು ಹರಕೆ ತೀರಿಸಿದರು. [187,155,309,182]
bhajane-byline: ಪ್ರತಿನಿಧಿ ವಾರ್ತೆ ಮಂಗಳೂರು [187,588,246,596]
rasi-item: ♓ ಮೀನ: ಸ್ನೇಹಿತರೊಂದಿಗೆ ಸಮಯ ಕಳೆಯುವಿರಿ. ಖರ್ಚು ಹೆಚ್ಚಾಗಬಹುದು. ಶುಭ ಸಂಖ್ಯೆ: 5, ಶುಭ ಬಣ್ಣ: ಹಳದಿ [9,417,175,435]
brief-title: ರಾಚಪ್ಪಾಜಿ ನಗರದ ರತ್ನಮ್ಮ ಕಾಣೆ [8,547,131,562]
lead-para: ಬಿಳಿಗಿರಿರಂಗನ ಬೆಟ್ಟದಲ್ಲಿ ಚಿಕ್ಕಜಾತ್ರೆಯ ಸಂಭ್ರಮ ಮನೆ ಮಾಡಿತ್ತು. ಐದು ವರ್ಷಗಳ ಬಳಿಕ ನಡೆದ ರಂಗಸ್ವಾಮಿಯ ರಥೋತ್ಸವಕ್ಕೆ ರಾಜ್ಯದ ನಾನಾ ಭಾಗಗಳಿಂದ ಸಾವಿರಾರು ಭಕ್ತರು ಆಗಮಿಸಿದ್ದರು. [187,115,309,151]
hindu-sangama-headline: ಹಿಂದೂ ಸಂಗಮ ಆಯೋಜನಾ ಸಮಿತಿಗೆ ವಿವೇಕ್ ಆಳ್ವ ಅಧ್ಯಕ್ಷ [189,708,429,744]
missing-girl-photo [134,650,176,706]
